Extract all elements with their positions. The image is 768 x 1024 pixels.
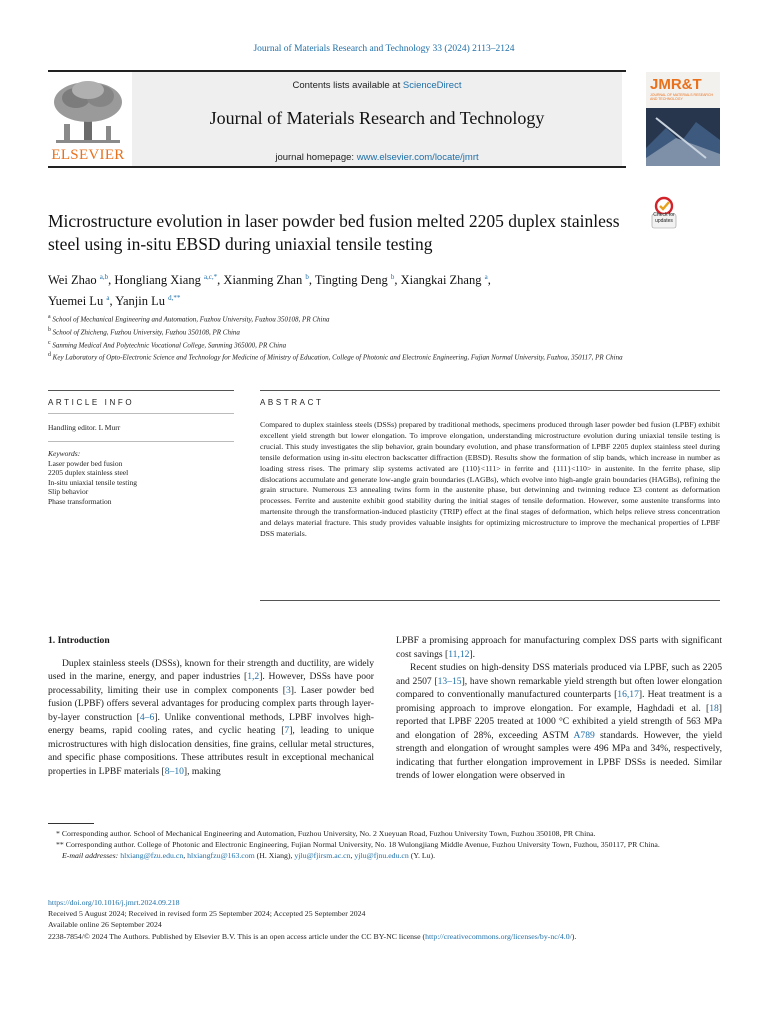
author-separator: , (108, 273, 115, 288)
affiliation-text: Sanming Medical And Polytechnic Vocational College, Sanming 365000, PR China (52, 340, 287, 349)
check-updates-label: Check for updates (653, 212, 675, 224)
affiliation (48, 325, 720, 338)
tree-icon (48, 78, 128, 148)
body-text: ]. However, DSSs have poor processability, limiting their use in complex components [ (48, 671, 374, 696)
contents-prefix: Contents lists available at (292, 80, 403, 91)
affiliation-text: School of Zhicheng, Fuzhou University, Fuzhou 350108, PR China (52, 328, 240, 337)
body-text: ]. Unlike conventional methods, LPBF involves high-energy beams, rapid cooling rates, and cyclic heating [ (48, 711, 374, 736)
affiliation (48, 350, 720, 363)
author[interactable] (223, 273, 308, 287)
author-name: Xianming Zhan (223, 273, 303, 288)
keyword[interactable]: In-situ uniaxial tensile testing (48, 477, 137, 487)
license-text: 2238-7854/© 2024 The Authors. Published by Elsevier B.V. This is an open access article under the CC BY-NC license ( (48, 931, 426, 941)
affiliation (48, 338, 720, 351)
license-link[interactable]: http://creativecommons.org/licenses/by-nc/4.0/ (425, 931, 572, 941)
homepage-prefix: journal homepage: (275, 152, 357, 163)
reference-link[interactable]: 18 (709, 702, 719, 714)
keyword[interactable]: Laser powder bed fusion (48, 458, 123, 468)
available-online: Available online 26 September 2024 (48, 920, 162, 930)
doi-link[interactable]: https://doi.org/10.1016/j.jmrt.2024.09.218 (48, 898, 180, 907)
email-link[interactable]: hlxiangfzu@163.com (187, 851, 255, 861)
journal-homepage-link[interactable]: www.elsevier.com/locate/jmrt (356, 152, 479, 163)
abstract-rule-bottom (260, 600, 720, 601)
author-name: Wei Zhao (48, 273, 97, 288)
body-text: ]. (469, 648, 476, 660)
corresponding-author-footnote: * Corresponding author. School of Mechanical Engineering and Automation, Fuzhou University, No. 2 Xueyuan Road, Fuzhou University Town, Fuzhou 350108, PR China. (56, 829, 596, 838)
cover-logo: JMR&T (650, 76, 702, 93)
email-link[interactable]: hlxiang@fzu.edu.cn (120, 851, 184, 861)
reference-link[interactable]: 4–6 (139, 711, 155, 723)
author[interactable] (115, 294, 180, 308)
body-text: LPBF a promising approach for manufacturing complex DSS parts with significant cost savings [ (396, 635, 722, 660)
email-link[interactable]: yjlu@fjirsm.ac.cn (294, 851, 351, 861)
author-name: Hongliang Xiang (114, 273, 201, 288)
reference-link[interactable]: 11,12 (448, 648, 470, 660)
author[interactable] (401, 273, 488, 287)
affiliation-marker: a (48, 314, 51, 320)
keyword[interactable]: Slip behavior (48, 487, 89, 496)
intro-paragraph (48, 657, 374, 779)
author-name: Xiangkai Zhang (400, 273, 482, 288)
reference-link[interactable]: 7 (284, 725, 290, 736)
author-separator: , (109, 294, 116, 309)
body-text: Duplex stainless steels (DSSs), known for their strength and ductility, are widely used in the marine, energy, and paper industries [ (48, 657, 374, 682)
keyword[interactable]: 2205 duplex stainless steel (48, 468, 129, 477)
author[interactable] (48, 273, 108, 287)
affiliation-marker: c (48, 339, 51, 346)
corresponding-author-footnote: ** Corresponding author. College of Photonic and Electronic Engineering, Fujian Normal University, No. 18 Wulongjiang Middle Avenue, Fuzhou University Town, Fuzhou, 350117, PR China. (56, 840, 660, 850)
reference-link[interactable]: A789 (573, 729, 595, 741)
contents-line (132, 80, 622, 91)
author[interactable] (315, 273, 394, 287)
reference-link[interactable]: 13–15 (437, 675, 462, 687)
email-link[interactable]: yjlu@fjnu.edu.cn (354, 851, 409, 861)
handling-editor: Handling editor. L Murr (48, 423, 121, 432)
body-column-right (396, 634, 722, 783)
cover-subtitle: JOURNAL OF MATERIALS RESEARCH AND TECHNOLOGY (650, 93, 714, 101)
footnotes (48, 828, 720, 862)
article-title: Microstructure evolution in laser powder bed fusion melted 2205 duplex stainless steel using in-situ EBSD during uniaxial tensile testing (48, 211, 620, 254)
intro-paragraph-continued (396, 634, 722, 661)
author-affil[interactable]: a (484, 273, 488, 281)
affiliation-list (48, 312, 720, 363)
email-owner: (Y. Lu). (408, 851, 436, 861)
sciencedirect-link[interactable]: ScienceDirect (402, 80, 462, 91)
section-heading-introduction: 1. Introduction (48, 635, 110, 646)
article-info-heading: ARTICLE INFO (48, 398, 135, 407)
keyword[interactable]: Phase transformation (48, 496, 112, 506)
body-text: ], leading to unique microstructures with high dislocation densities, fine grains, cellular metal structures, and specific phase compositions. These attributes result in exceptional mechanical properties in LPBF materials [ (48, 725, 374, 777)
reference-link[interactable]: 8–10 (164, 765, 184, 777)
homepage-line (132, 152, 622, 163)
elsevier-tree-logo[interactable] (48, 78, 128, 164)
publisher-name: ELSEVIER (51, 147, 125, 163)
author-name: Yanjin Lu (115, 294, 166, 309)
body-text: ]. Laser powder bed fusion (LPBF) offers several advantages for producing complex parts through layer-by-layer construction [ (48, 684, 375, 723)
reference-link[interactable]: 1,2 (247, 671, 260, 682)
author-separator: , (217, 273, 224, 288)
email-addresses: E-mail addresses: hlxiang@fzu.edu.cn, hlxiangfzu@163.com (H. Xiang), yjlu@fjirsm.ac.cn, yjlu@fjnu.edu.cn (Y. Lu). (62, 851, 436, 861)
license-text-end: ). (571, 931, 577, 941)
affiliation-text: Key Laboratory of Opto-Electronic Science and Technology for Medicine of Ministry of Education, College of Photonic and Electronic Engineering, Fujian Normal University, Fuzhou, 350117, PR China (52, 353, 623, 362)
body-text: Recent studies on high-density DSS materials produced via LPBF, such as 2205 and 2507 [ (396, 662, 722, 687)
author-affil[interactable]: a,b (99, 273, 109, 281)
affiliation-marker: d (48, 352, 51, 359)
author-separator: , (487, 273, 491, 288)
email-owner: (H. Xiang), (254, 851, 295, 861)
affiliation (48, 312, 720, 325)
author[interactable] (114, 273, 217, 287)
body-text: ], making (183, 765, 221, 777)
abstract-rule-top (260, 390, 720, 391)
keywords-separator (48, 441, 234, 442)
author-affil[interactable]: a (106, 294, 110, 303)
body-text: ] reported that LPBF 2205 treated at 1000 °C exhibited a yield strength of 563 MPa and elongation of 28%, exceeding ASTM (396, 702, 722, 741)
author-affil[interactable]: b (305, 273, 309, 281)
footnote-rule (48, 823, 94, 824)
journal-masthead (48, 70, 720, 168)
masthead-bottom-rule (48, 166, 626, 168)
author-affil[interactable]: b (390, 273, 395, 281)
author-list (48, 268, 720, 310)
journal-cover-thumbnail[interactable] (646, 72, 720, 166)
license-statement (48, 931, 720, 942)
reference-link[interactable]: 16,17 (617, 689, 639, 700)
reference-link[interactable]: 3 (285, 684, 291, 696)
intro-paragraph (396, 661, 722, 783)
body-text: ], have shown remarkable yield strength but often lower elongation compared to conventionally manufactured counterparts [ (396, 675, 722, 700)
author-separator: , (308, 273, 315, 288)
keywords-label: Keywords: (48, 449, 81, 458)
journal-title: Journal of Materials Research and Technology (209, 108, 545, 128)
author[interactable] (48, 294, 109, 308)
article-info-separator (48, 413, 234, 414)
body-column-left (48, 634, 374, 778)
email-label: E-mail addresses: (62, 851, 119, 861)
author-affil[interactable]: a,c,* (203, 273, 218, 281)
abstract-text: Compared to duplex stainless steels (DSSs) prepared by traditional methods, specimens produced through laser powder bed fusion (LPBF) exhibit excellent yield strength but lower elongation. To improve elongation, understanding microstructure evolution during uniaxial tensile testing is crucial. This study investigates the slip behavior, grain boundary evolution, and phase transformation of LPBF 2205 duplex stainless steel during tensile deformation using in-situ electron backscatter diffraction (EBSD). Results show the formation of slip bands, which increase in number as loading stress rises. The primary slip systems activated are {110}<111> in ferrite and {111}<110> in austenite. In the ferrite phase, slip dislocations accumulate and generate low-angle grain boundaries (LAGBs), which evolve into high-angle grain boundaries (HAGBs), refining the grain structure. Numerous Σ3 annealing twins form in the austenite phase, but detwinning and twinning reduce Σ3 content as deformation processes. Ferrite and austenite exhibit good stability during the initial stages of tensile deformation. However, some austenite transforms into martensite through the transformation-induced plasticity (TRIP) effect at the final stages of deformation, which helps relieve stress concentration and delays material fracture. This study provides valuable insights for optimizing microstructure to improve the mechanical properties of LPBF DSS materials. (260, 420, 720, 539)
received-dates: Received 5 August 2024; Received in revised form 25 September 2024; Accepted 25 September 2024 (48, 909, 366, 919)
journal-citation-link[interactable]: Journal of Materials Research and Technology 33 (2024) 2113–2124 (253, 44, 515, 54)
keywords-block (48, 449, 234, 506)
author-separator: , (394, 273, 401, 288)
cover-image-icon (646, 108, 720, 166)
author-name: Tingting Deng (314, 273, 388, 288)
author-affil[interactable]: d,** (168, 294, 181, 303)
author-name: Yuemei Lu (48, 294, 104, 309)
body-text: standards. However, the yield strength and elongation of wrought samples were 496 MPa and 34%, respectively, indicating that further elongation improvement in LPBF DSSs is needed. Similar trends of lower elongation were observed in (396, 729, 722, 781)
article-info-rule (48, 390, 234, 391)
publication-info (48, 897, 720, 942)
affiliation-marker: b (48, 326, 51, 333)
body-text: ]. Heat treatment is a promising approach to improve elongation. For example, Haghdadi et al. [ (396, 689, 722, 714)
abstract-heading: ABSTRACT (260, 398, 324, 407)
masthead-center-panel (132, 72, 622, 166)
affiliation-text: School of Mechanical Engineering and Automation, Fuzhou University, Fuzhou 350108, PR China (52, 315, 330, 324)
